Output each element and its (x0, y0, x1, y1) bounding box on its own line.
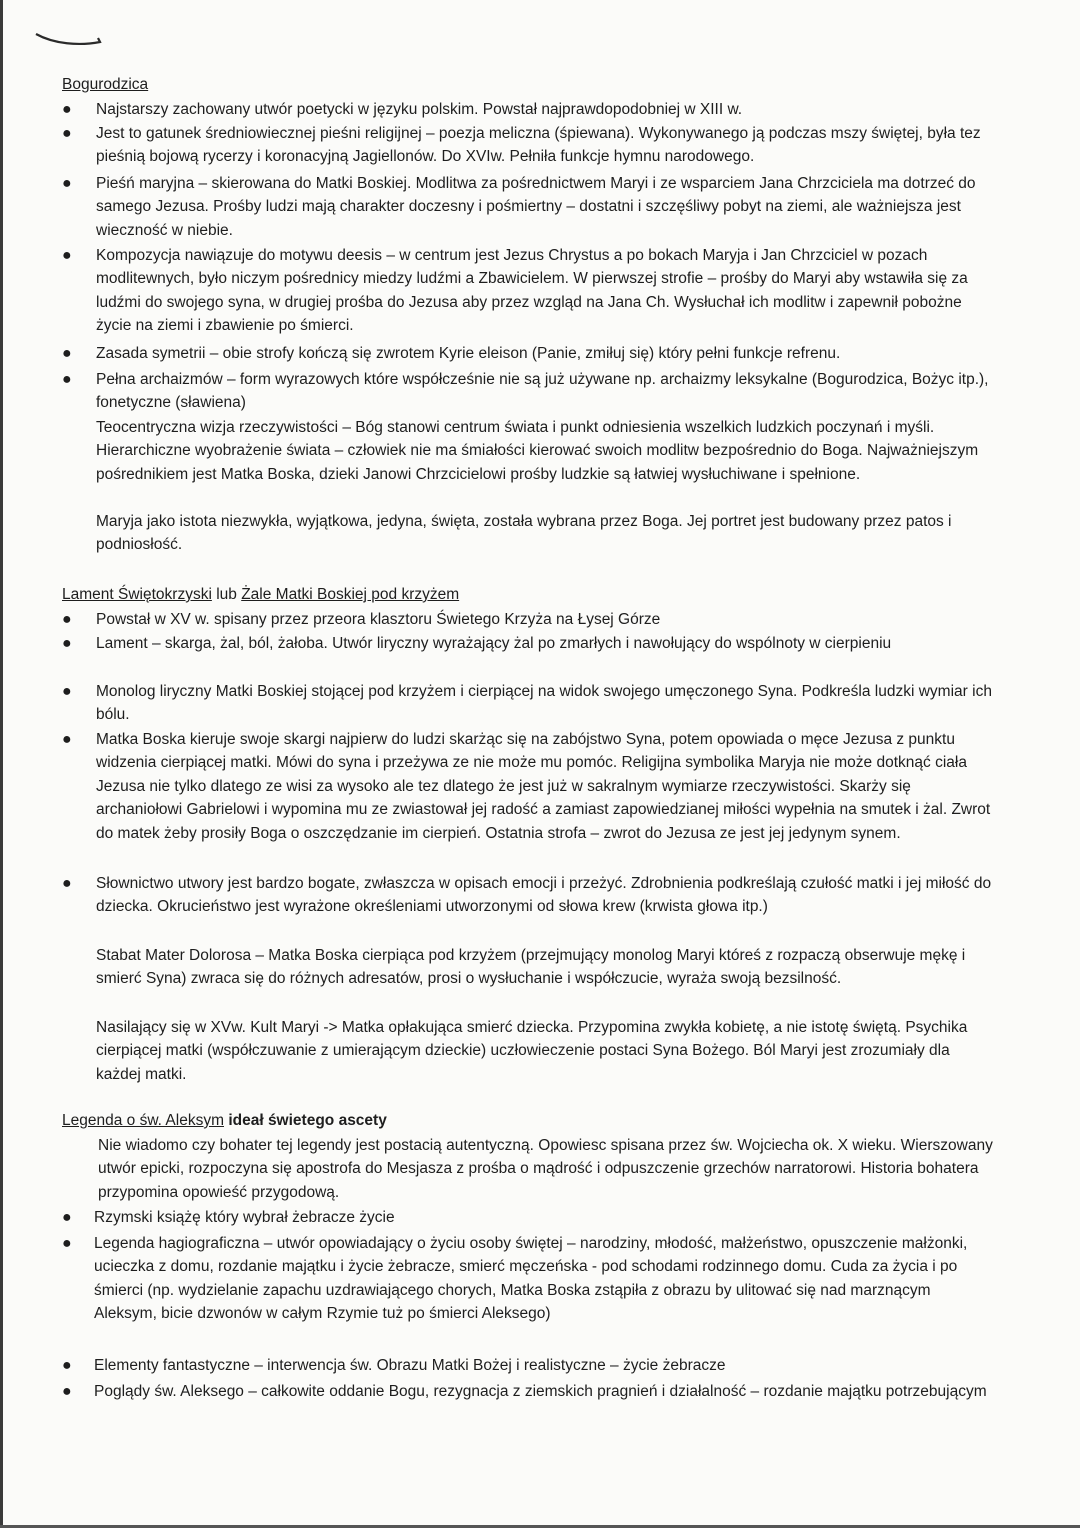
bullet-icon: ● (62, 1383, 72, 1400)
bullet-icon: ● (62, 345, 72, 362)
paragraph: Stabat Mater Dolorosa – Matka Boska cierpiąca pod krzyżem (przejmujący monolog Maryi któreś z rozpaczą obserwuje mękę i smierć Syna) zwraca się do różnych adresatów, prosi o wysłuchanie i współczucie, wyraża swoją bezsilność. (96, 947, 966, 988)
paragraph: Maryja jako istota niezwykła, wyjątkowa, jedyna, święta, została wybrana przez Boga. Jej portret jest budowany przez patos i podniosłość. (96, 513, 952, 554)
list-item: Matka Boska kieruje swoje skargi najpierw do ludzi skarżąc się na zabójstwo Syna, potem opowiada o męce Jezusa z punktu widzenia cierpiącej matki. Mówi do syna i przeżywa ze nie może mu pomóc. Religijna symbolika Maryja nie może dotknąć ciała Jezusa nie tylko dlatego ze wisi za wysoko ale tez dlatego że jest już w sakralnym wymiarze rzeczywistości. Skarży się archaniołowi Gabrielowi i wypomina mu ze zwiastował jej radość a zamiast zapowiedzianej miłości wypełnia na smutek i żal. Zwrot do matek żeby prosiły Boga o oszczędzanie im cierpień. Ostatnia strofa – zwrot do Jezusa ze jest jej jedynym synem. (96, 731, 991, 842)
bullet-icon: ● (62, 731, 72, 748)
list-item: Pieśń maryjna – skierowana do Matki Boskiej. Modlitwa za pośrednictwem Maryi i ze wsparciem Jana Chrzciciela ma dotrzeć do samego Jezusa. Prośby ludzi mają charakter doczesny i pośmiertny – dostatni i szczęśliwy pobyt na ziemi, ale ważniejsza jest wieczność w niebie. (96, 175, 976, 239)
list-item: Kompozycja nawiązuje do motywu deesis – w centrum jest Jezus Chrystus a po bokach Maryja i Jan Chrzciciel w pozach modlitewnych, było niczym pośrednicy miedzy ludźmi a Zbawicielem. W pierwszej strofie – prośby do Maryi aby wstawiła się za ludźmi do swojego syna, w drugiej prośba do Jezusa aby przez wzgląd na Jana Ch. Wysłuchał ich modlitw i zapewnił pobożne życie na ziemi i zbawienie po śmierci. (96, 247, 968, 335)
paragraph: Nasilający się w XVw. Kult Maryi -> Matka opłakująca smierć dziecka. Przypomina zwykła kobietę, a nie istotę świętą. Psychika cierpiącej matki (współczuwanie z umierającym dzieckie) uczłowieczenie postaci Syna Bożego. Ból Maryi jest zrozumiały dla każdej matki. (96, 1019, 968, 1083)
pen-mark-icon (34, 28, 104, 50)
list-item: Elementy fantastyczne – interwencja św. Obrazu Matki Bożej i realistyczne – życie żebracze (94, 1357, 726, 1374)
bullet-icon: ● (62, 371, 72, 388)
list-item: Słownictwo utwory jest bardzo bogate, zwłaszcza w opisach emocji i przeżyć. Zdrobnienia podkreślają czułość matki i jej miłość do dziecka. Okrucieństwo jest wyrażone określeniami utworzonymi od słowa krew (krwista głowa itp.) (96, 875, 992, 916)
section-title-aleksy: Legenda o św. Aleksym ideał świetego ascety (62, 1112, 387, 1129)
bullet-icon: ● (62, 611, 72, 628)
bullet-icon: ● (62, 683, 72, 700)
bullet-icon: ● (62, 1357, 72, 1374)
list-item: Powstał w XV w. spisany przez przeora klasztoru Świetego Krzyża na Łysej Górze (96, 611, 661, 628)
section-title-bogurodzica: Bogurodzica (62, 76, 149, 93)
bullet-icon: ● (62, 1235, 72, 1252)
list-item: Poglądy św. Aleksego – całkowite oddanie Bogu, rezygnacja z ziemskich pragnień i działalność – rozdanie majątku potrzebującym (94, 1383, 987, 1400)
bullet-icon: ● (62, 635, 72, 652)
paragraph: Teocentryczna wizja rzeczywistości – Bóg stanowi centrum świata i punkt odniesienia wszelkich ludzkich poczynań i myśli. Hierarchiczne wyobrażenie świata – człowiek nie ma śmiałości kierować swoich modlitw bezpośrednio do Boga. Najważniejszym pośrednikiem jest Matka Boska, dzieki Janowi Chrzcicielowi prośby ludzkie są łatwiej wysłuchiwane i spełnione. (96, 419, 979, 483)
paragraph: Nie wiadomo czy bohater tej legendy jest postacią autentyczną. Opowiesc spisana przez św. Wojciecha ok. X wieku. Wierszowany utwór epicki, rozpoczyna się apostrofa do Mesjasza z prośba o mądrość i odpuszczenie grzechów narratorowi. Historia bohatera przypomina opowieść przygodową. (98, 1137, 993, 1201)
list-item: Legenda hagiograficzna – utwór opowiadający o życiu osoby świętej – narodziny, młodość, małżeństwo, opuszczenie małżonki, ucieczka z domu, rozdanie majątku i życie żebracze, smierć męczeńska - pod schodami rodzinnego domu. Cuda za życia i po śmierci (np. wydzielanie zapachu uzdrawiającego chorych, Matka Boska zstąpiła z obrazu by ulitować się nad marznącym Aleksym, bicie dzwonów w całym Rzymie tuż po śmierci Aleksego) (94, 1235, 968, 1323)
bullet-icon: ● (62, 875, 72, 892)
bullet-icon: ● (62, 247, 72, 264)
page-edge-left (0, 0, 3, 1528)
bullet-icon: ● (62, 101, 72, 118)
section-title-lament: Lament Świętokrzyski lub Żale Matki Boskiej pod krzyżem (62, 586, 460, 603)
list-item: Rzymski książę który wybrał żebracze życie (94, 1209, 395, 1226)
list-item: Jest to gatunek średniowiecznej pieśni religijnej – poezja meliczna (śpiewana). Wykonywanego ją podczas mszy świętej, była tez pieśnią bojową rycerzy i koronacyjną Jagiellonów. Do XVIw. Pełniła funkcje hymnu narodowego. (96, 125, 981, 166)
list-item: Lament – skarga, żal, ból, żałoba. Utwór liryczny wyrażający żal po zmarłych i nawołujący do wspólnoty w cierpieniu (96, 635, 892, 652)
list-item: Zasada symetrii – obie strofy kończą się zwrotem Kyrie eleison (Panie, zmiłuj się) który pełni funkcje refrenu. (96, 345, 841, 362)
bullet-icon: ● (62, 125, 72, 142)
list-item: Najstarszy zachowany utwór poetycki w języku polskim. Powstał najprawdopodobniej w XIII w. (96, 101, 743, 118)
bullet-icon: ● (62, 1209, 72, 1226)
list-item: Monolog liryczny Matki Boskiej stojącej pod krzyżem i cierpiącej na widok swojego umęczonego Syna. Podkreśla ludzki wymiar ich bólu. (96, 683, 992, 724)
bullet-icon: ● (62, 175, 72, 192)
list-item: Pełna archaizmów – form wyrazowych które współcześnie nie są już używane np. archaizmy leksykalne (Bogurodzica, Bożyc itp.), fonetyczne (sławiena) (96, 371, 989, 412)
